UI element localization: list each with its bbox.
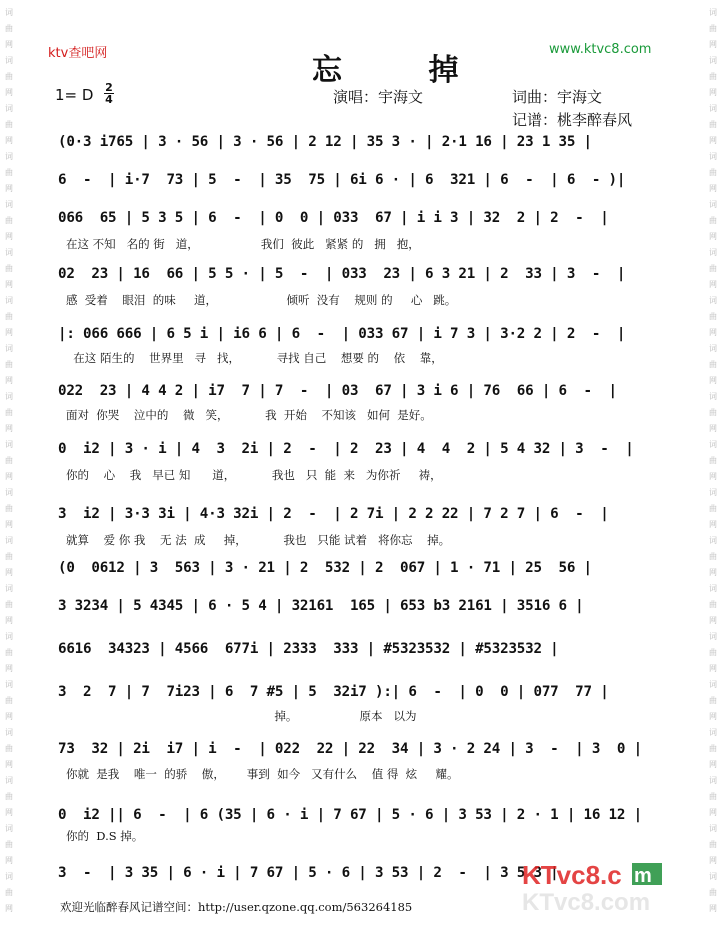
side-mark: 词 bbox=[5, 584, 13, 593]
side-mark: 曲 bbox=[5, 72, 13, 81]
watermark-logo bbox=[520, 858, 670, 916]
side-mark: 网 bbox=[709, 568, 717, 577]
side-mark: 网 bbox=[5, 904, 13, 913]
side-mark: 网 bbox=[5, 40, 13, 49]
score-row-3-lyrics: 在这 不知 名的 街 道， 我们 彼此 紧紧 的 拥 抱， bbox=[66, 237, 420, 251]
side-mark: 网 bbox=[709, 376, 717, 385]
side-mark: 词 bbox=[709, 776, 717, 785]
side-mark: 网 bbox=[5, 376, 13, 385]
score-row-7-notes: 0 i2 | 3 · i | 4 3 2i | 2 - | 2 23 | 4 4 2 | 5 4 32 | 3 - | bbox=[58, 441, 634, 457]
side-mark: 词 bbox=[5, 440, 13, 449]
side-mark: 曲 bbox=[5, 552, 13, 561]
score-row-2-notes: 6 - | i·7 73 | 5 - | 35 75 | 6i 6 · | 6 321 | 6 - | 6 - )| bbox=[58, 172, 626, 188]
side-mark: 曲 bbox=[5, 504, 13, 513]
side-mark: 曲 bbox=[5, 408, 13, 417]
side-mark: 曲 bbox=[709, 504, 717, 513]
side-mark: 曲 bbox=[709, 648, 717, 657]
score-row-4-lyrics: 感 受着 眼泪 的味 道， 倾听 没有 规则 的 心 跳。 bbox=[66, 293, 457, 307]
side-mark: 曲 bbox=[709, 600, 717, 609]
score-row-8-lyrics: 就算 爱 你 我 无 法 成 掉， 我也 只能 试着 将你忘 掉。 bbox=[66, 533, 451, 547]
side-mark: 词 bbox=[709, 104, 717, 113]
side-mark: 词 bbox=[709, 488, 717, 497]
side-mark: 曲 bbox=[5, 168, 13, 177]
time-signature-denominator: 4 bbox=[105, 93, 113, 106]
side-mark: 词 bbox=[709, 872, 717, 881]
side-mark: 曲 bbox=[709, 696, 717, 705]
side-mark: 曲 bbox=[709, 840, 717, 849]
side-mark: 词 bbox=[5, 536, 13, 545]
svg-text:KTvc8.c: KTvc8.c bbox=[522, 860, 622, 890]
side-mark: 曲 bbox=[5, 696, 13, 705]
side-mark: 曲 bbox=[709, 72, 717, 81]
side-watermark-left bbox=[0, 0, 18, 950]
score-row-3-notes: 066 65 | 5 3 5 | 6 - | 0 0 | 033 67 | i i 3 | 32 2 | 2 - | bbox=[58, 210, 609, 226]
singer-credit: 演唱：宇海文 bbox=[333, 88, 424, 106]
side-mark: 网 bbox=[5, 88, 13, 97]
side-mark: 曲 bbox=[5, 264, 13, 273]
side-mark: 网 bbox=[5, 760, 13, 769]
score-row-12-lyrics: 掉。 原本 以为 bbox=[66, 709, 417, 723]
side-mark: 词 bbox=[709, 584, 717, 593]
side-mark: 词 bbox=[709, 728, 717, 737]
side-mark: 网 bbox=[709, 712, 717, 721]
side-mark: 词 bbox=[709, 344, 717, 353]
side-mark: 曲 bbox=[709, 264, 717, 273]
side-mark: 曲 bbox=[709, 792, 717, 801]
song-title: 忘 掉 bbox=[312, 53, 497, 88]
side-mark: 曲 bbox=[709, 24, 717, 33]
svg-text:KTvc8.com: KTvc8.com bbox=[522, 889, 651, 916]
side-mark: 网 bbox=[709, 232, 717, 241]
side-mark: 词 bbox=[5, 344, 13, 353]
score-row-15-notes: 3 - | 3 35 | 6 · i | 7 67 | 5 · 6 | 3 53 | 2 - | 3 5 3 | bbox=[58, 865, 559, 881]
score-row-5-notes: |: 066 666 | 6 5 i | i6 6 | 6 - | 033 67 | i 7 3 | 3·2 2 | 2 - | bbox=[58, 326, 626, 342]
side-mark: 曲 bbox=[5, 456, 13, 465]
score-row-14-lyrics: 你的 D.S 掉。 bbox=[66, 829, 144, 843]
side-mark: 网 bbox=[709, 520, 717, 529]
score-row-13-notes: 73 32 | 2i i7 | i - | 022 22 | 22 34 | 3 · 2 24 | 3 - | 3 0 | bbox=[58, 741, 642, 757]
side-mark: 网 bbox=[709, 424, 717, 433]
side-mark: 曲 bbox=[5, 312, 13, 321]
side-mark: 网 bbox=[709, 856, 717, 865]
side-watermark-right bbox=[704, 0, 722, 950]
side-mark: 网 bbox=[709, 616, 717, 625]
footer-link[interactable]: 欢迎光临醉春风记谱空间：http://user.qzone.qq.com/563264185 bbox=[60, 900, 413, 914]
side-mark: 词 bbox=[709, 824, 717, 833]
side-mark: 词 bbox=[5, 824, 13, 833]
side-mark: 网 bbox=[5, 712, 13, 721]
side-mark: 词 bbox=[709, 680, 717, 689]
side-mark: 网 bbox=[709, 808, 717, 817]
side-mark: 词 bbox=[709, 152, 717, 161]
score-row-11-notes: 6616 34323 | 4566 677i | 2333 333 | #5323532 | #5323532 | bbox=[58, 641, 559, 657]
score-row-4-notes: 02 23 | 16 66 | 5 5 · | 5 - | 033 23 | 6 3 21 | 2 33 | 3 - | bbox=[58, 266, 626, 282]
side-mark: 词 bbox=[5, 8, 13, 17]
side-mark: 网 bbox=[5, 616, 13, 625]
side-mark: 词 bbox=[5, 488, 13, 497]
side-mark: 曲 bbox=[709, 120, 717, 129]
side-mark: 词 bbox=[5, 56, 13, 65]
side-mark: 曲 bbox=[5, 840, 13, 849]
side-mark: 曲 bbox=[5, 600, 13, 609]
score-row-14-notes: 0 i2 || 6 - | 6 (35 | 6 · i | 7 67 | 5 · 6 | 3 53 | 2 · 1 | 16 12 | bbox=[58, 807, 642, 823]
score-row-8-notes: 3 i2 | 3·3 3i | 4·3 32i | 2 - | 2 7i | 2 2 22 | 7 2 7 | 6 - | bbox=[58, 506, 609, 522]
side-mark: 网 bbox=[709, 904, 717, 913]
side-mark: 网 bbox=[5, 328, 13, 337]
side-mark: 词 bbox=[5, 104, 13, 113]
side-mark: 网 bbox=[5, 232, 13, 241]
side-mark: 曲 bbox=[5, 888, 13, 897]
side-mark: 词 bbox=[709, 536, 717, 545]
side-mark: 网 bbox=[709, 280, 717, 289]
side-mark: 网 bbox=[5, 184, 13, 193]
transcriber-credit: 记谱：桃李醉春风 bbox=[512, 111, 633, 129]
side-mark: 词 bbox=[5, 392, 13, 401]
score-row-6-notes: 022 23 | 4 4 2 | i7 7 | 7 - | 03 67 | 3 i 6 | 76 66 | 6 - | bbox=[58, 383, 617, 399]
time-signature-numerator: 2 bbox=[105, 81, 113, 94]
side-mark: 网 bbox=[5, 520, 13, 529]
site-brand-left[interactable]: ktv查吧网 bbox=[48, 46, 108, 61]
side-mark: 曲 bbox=[5, 360, 13, 369]
svg-text:m: m bbox=[634, 865, 652, 887]
side-mark: 网 bbox=[5, 280, 13, 289]
side-mark: 词 bbox=[5, 872, 13, 881]
side-mark: 词 bbox=[709, 296, 717, 305]
score-row-6-lyrics: 面对 你哭 泣中的 微 笑， 我 开始 不知该 如何 是好。 bbox=[66, 408, 432, 422]
side-mark: 曲 bbox=[709, 168, 717, 177]
score-row-10-notes: 3 3234 | 5 4345 | 6 · 5 4 | 32161 165 | 653 b3 2161 | 3516 6 | bbox=[58, 598, 584, 614]
side-mark: 网 bbox=[5, 568, 13, 577]
time-signature bbox=[104, 82, 114, 105]
side-mark: 词 bbox=[5, 680, 13, 689]
side-mark: 曲 bbox=[5, 216, 13, 225]
side-mark: 曲 bbox=[709, 408, 717, 417]
side-mark: 网 bbox=[5, 472, 13, 481]
side-mark: 词 bbox=[709, 200, 717, 209]
side-mark: 曲 bbox=[709, 312, 717, 321]
side-mark: 网 bbox=[709, 40, 717, 49]
side-mark: 网 bbox=[709, 184, 717, 193]
side-mark: 网 bbox=[5, 136, 13, 145]
side-mark: 词 bbox=[5, 296, 13, 305]
score-row-13-lyrics: 你就 是我 唯一 的骄 傲， 事到 如今 又有什么 值 得 炫 耀。 bbox=[66, 767, 459, 781]
side-mark: 曲 bbox=[5, 648, 13, 657]
side-mark: 曲 bbox=[5, 792, 13, 801]
side-mark: 曲 bbox=[709, 456, 717, 465]
side-mark: 网 bbox=[709, 88, 717, 97]
side-mark: 曲 bbox=[709, 744, 717, 753]
side-mark: 词 bbox=[5, 248, 13, 257]
side-mark: 词 bbox=[5, 776, 13, 785]
score-row-9-notes: (0 0612 | 3 563 | 3 · 21 | 2 532 | 2 067 | 1 · 71 | 25 56 | bbox=[58, 560, 592, 576]
side-mark: 词 bbox=[5, 632, 13, 641]
side-mark: 曲 bbox=[5, 120, 13, 129]
side-mark: 网 bbox=[5, 424, 13, 433]
side-mark: 网 bbox=[709, 328, 717, 337]
side-mark: 曲 bbox=[5, 744, 13, 753]
score-row-12-notes: 3 2 7 | 7 7i23 | 6 7 #5 | 5 32i7 ):| 6 - | 0 0 | 077 77 | bbox=[58, 684, 609, 700]
side-mark: 曲 bbox=[709, 360, 717, 369]
key-signature: 1= D bbox=[55, 86, 94, 104]
side-mark: 词 bbox=[5, 728, 13, 737]
side-mark: 曲 bbox=[5, 24, 13, 33]
side-mark: 网 bbox=[5, 664, 13, 673]
side-mark: 网 bbox=[709, 760, 717, 769]
side-mark: 网 bbox=[5, 856, 13, 865]
site-url[interactable]: www.ktvc8.com bbox=[549, 42, 652, 57]
side-mark: 曲 bbox=[709, 888, 717, 897]
side-mark: 词 bbox=[5, 200, 13, 209]
side-mark: 词 bbox=[709, 632, 717, 641]
composer-credit: 词曲：宇海文 bbox=[512, 88, 603, 106]
side-mark: 词 bbox=[709, 392, 717, 401]
side-mark: 网 bbox=[5, 808, 13, 817]
side-mark: 曲 bbox=[709, 552, 717, 561]
side-mark: 网 bbox=[709, 136, 717, 145]
score-row-7-lyrics: 你的 心 我 早已 知 道， 我也 只 能 来 为你祈 祷， bbox=[66, 468, 442, 482]
score-row-1-notes: (0·3 i765 | 3 · 56 | 3 · 56 | 2 12 | 35 3 · | 2·1 16 | 23 1 35 | bbox=[58, 134, 592, 150]
side-mark: 网 bbox=[709, 472, 717, 481]
side-mark: 词 bbox=[709, 8, 717, 17]
side-mark: 词 bbox=[5, 152, 13, 161]
score-row-5-lyrics: 在这 陌生的 世界里 寻 找， 寻找 自己 想要 的 依 靠， bbox=[66, 351, 443, 365]
side-mark: 词 bbox=[709, 440, 717, 449]
side-mark: 网 bbox=[709, 664, 717, 673]
side-mark: 词 bbox=[709, 248, 717, 257]
side-mark: 曲 bbox=[709, 216, 717, 225]
side-mark: 词 bbox=[709, 56, 717, 65]
